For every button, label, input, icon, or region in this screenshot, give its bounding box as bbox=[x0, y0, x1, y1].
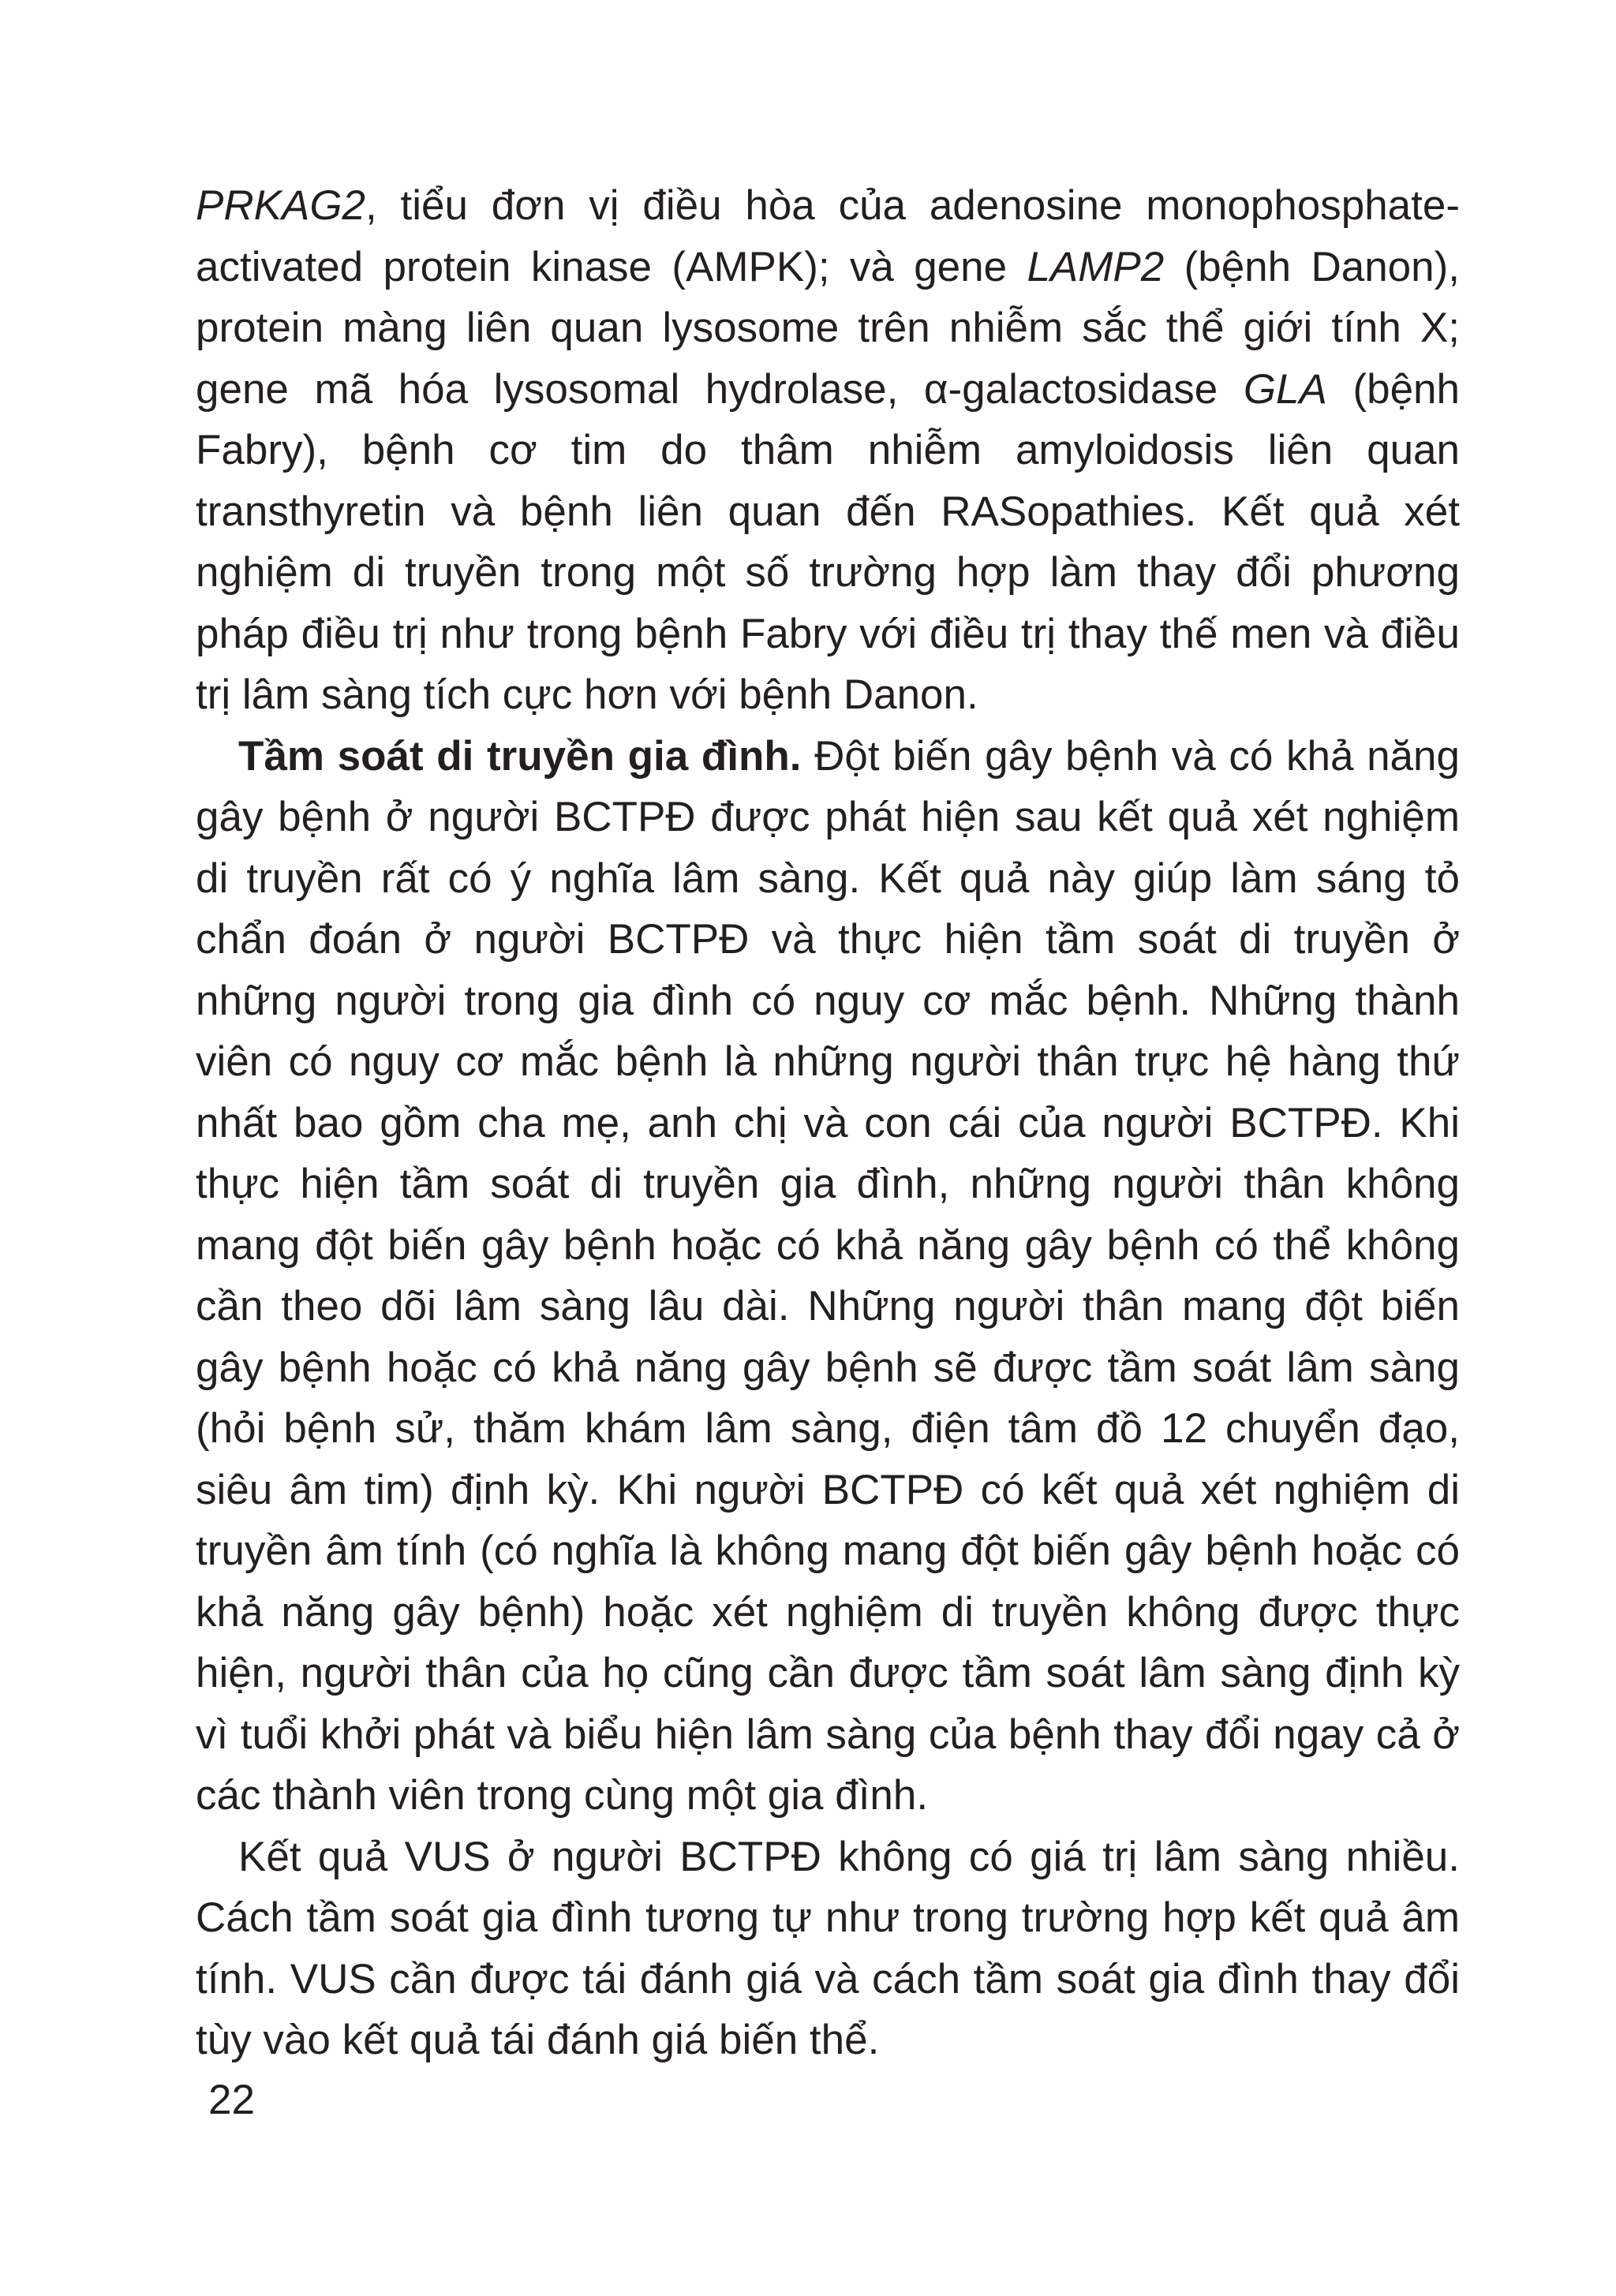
text-run: , tiểu đơn vị điều hòa của adenosine monophosphate-activated protein kinase (AMPK); và gene bbox=[196, 182, 1460, 290]
gene-name-lamp2: LAMP2 bbox=[1027, 243, 1165, 290]
gene-name-gla: GLA bbox=[1243, 365, 1327, 413]
gene-name-prkag2: PRKAG2 bbox=[196, 182, 366, 229]
page-body bbox=[196, 175, 1460, 2071]
paragraph-gene-list bbox=[196, 175, 1460, 726]
text-run: Đột biến gây bệnh và có khả năng gây bệnh ở người BCTPĐ được phát hiện sau kết quả xét nghiệm di truyền rất có ý nghĩa lâm sàng. Kết quả này giúp làm sáng tỏ chẩn đoán ở người BCTPĐ và thực hiện tầm soát di truyền ở những người trong gia đình có nguy cơ mắc bệnh. Những thành viên có nguy cơ mắc bệnh là những người thân trực hệ hàng thứ nhất bao gồm cha mẹ, anh chị và con cái của người BCTPĐ. Khi thực hiện tầm soát di truyền gia đình, những người thân không mang đột biến gây bệnh hoặc có khả năng gây bệnh có thể không cần theo dõi lâm sàng lâu dài. Những người thân mang đột biến gây bệnh hoặc có khả năng gây bệnh sẽ được tầm soát lâm sàng (hỏi bệnh sử, thăm khám lâm sàng, điện tâm đồ 12 chuyển đạo, siêu âm tim) định kỳ. Khi người BCTPĐ có kết quả xét nghiệm di truyền âm tính (có nghĩa là không mang đột biến gây bệnh hoặc có khả năng gây bệnh) hoặc xét nghiệm di truyền không được thực hiện, người thân của họ cũng cần được tầm soát lâm sàng định kỳ vì tuổi khởi phát và biểu hiện lâm sàng của bệnh thay đổi ngay cả ở các thành viên trong cùng một gia đình. bbox=[196, 732, 1460, 1819]
page-number: 22 bbox=[208, 2077, 255, 2123]
paragraph-family-screening bbox=[196, 726, 1460, 1827]
text-run: (bệnh Danon), protein màng liên quan lysosome trên nhiễm sắc thể giới tính X; gene mã hóa lysosomal hydrolase, α-galactosidase bbox=[196, 243, 1461, 413]
text-run: (bệnh Fabry), bệnh cơ tim do thâm nhiễm amyloidosis liên quan transthyretin và bệnh liên quan đến RASopathies. Kết quả xét nghiệm di truyền trong một số trường hợp làm thay đổi phương pháp điều trị như trong bệnh Fabry với điều trị thay thế men và điều trị lâm sàng tích cực hơn với bệnh Danon. bbox=[196, 365, 1460, 718]
paragraph-vus bbox=[196, 1827, 1460, 2071]
section-lead-heading: Tầm soát di truyền gia đình. bbox=[238, 732, 802, 780]
text-run: Kết quả VUS ở người BCTPĐ không có giá trị lâm sàng nhiều. Cách tầm soát gia đình tương tự như trong trường hợp kết quả âm tính. VUS cần được tái đánh giá và cách tầm soát gia đình thay đổi tùy vào kết quả tái đánh giá biến thể. bbox=[196, 1833, 1460, 2063]
